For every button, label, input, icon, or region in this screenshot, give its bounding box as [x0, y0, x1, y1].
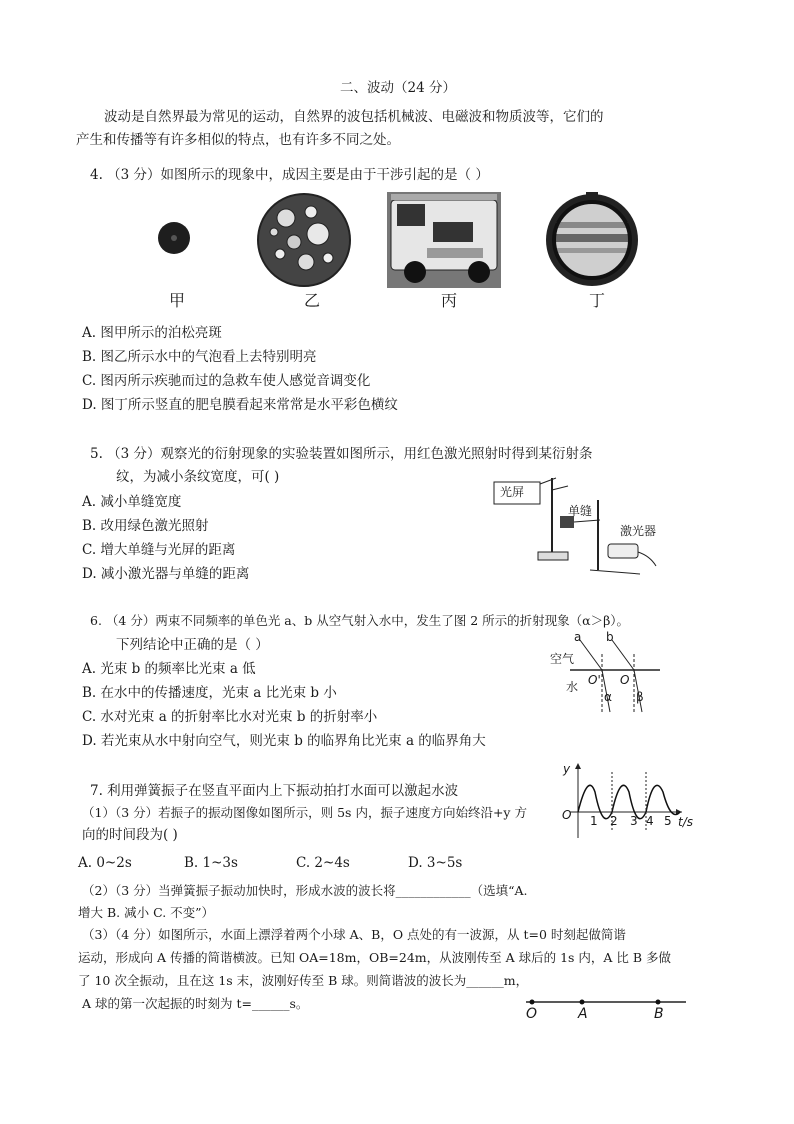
q7-graph-tick-2: 2 [610, 814, 618, 828]
q6-label-o-prime: O' [588, 673, 601, 687]
q6-refraction-figure [546, 632, 662, 718]
q7-part1-option-a: A. 0~2s [78, 855, 132, 871]
q4-option-b: B. 图乙所示水中的气泡看上去特别明亮 [82, 349, 317, 365]
intro-line-2: 产生和传播等有许多相似的特点，也有许多不同之处。 [76, 132, 400, 148]
q6-stem-line-1: 6. （4 分）两束不同频率的单色光 a、b 从空气射入水中，发生了图 2 所示的折射现象（α＞β）。 [90, 613, 630, 628]
q5-option-d: D. 减小激光器与单缝的距离 [82, 566, 250, 582]
q4-label-ding: 丁 [589, 291, 606, 310]
q5-label-screen: 光屏 [500, 485, 525, 499]
q7-part1-line-1: （1）（3 分）若振子的振动图像如图所示，则 5s 内，振子速度方向始终沿+y 方 [82, 805, 527, 820]
q7-line-figure [522, 995, 692, 1011]
q4-figure-bing [387, 192, 501, 288]
q7-part1-option-d: D. 3~5s [408, 855, 463, 871]
q6-label-water: 水 [566, 680, 579, 694]
q7-part1-option-c: C. 2~4s [296, 855, 350, 871]
q7-part3-line-1: （3）（4 分）如图所示，水面上漂浮着两个小球 A、B，O 点处的有一波源，从 t=0 时刻起做简谐 [82, 927, 626, 942]
q4-option-c: C. 图丙所示疾驰而过的急救车使人感觉音调变化 [82, 373, 371, 389]
q6-option-d: D. 若光束从水中射向空气，则光束 b 的临界角比光束 a 的临界角大 [82, 733, 486, 749]
q6-option-c: C. 水对光束 a 的折射率比水对光束 b 的折射率小 [82, 709, 378, 725]
q7-part1-option-b: B. 1~3s [184, 855, 238, 871]
q7-part3-line-3: 了 10 次全振动，且在这 1s 末，波刚好传至 B 球。则简谐波的波长为______m， [78, 973, 529, 988]
q7-part1-line-2: 向的时间段为( ) [82, 827, 178, 843]
q7-part3-line-4: A 球的第一次起振的时刻为 t=______s。 [82, 996, 309, 1011]
q6-label-alpha: α [604, 690, 612, 704]
q5-label-laser: 激光器 [620, 524, 657, 538]
q7-graph-tick-1: 1 [590, 814, 598, 828]
q6-label-b: b [606, 630, 614, 644]
q4-label-yi: 乙 [304, 291, 321, 310]
q7-graph-origin: O [562, 808, 572, 822]
q6-label-air: 空气 [550, 652, 575, 666]
q7-line-label-o: O [526, 1006, 538, 1022]
q5-stem-line-1: 5. （3 分）观察光的衍射现象的实验装置如图所示，用红色激光照射时得到某衍射条 [90, 446, 593, 462]
q4-figure-jia [150, 210, 200, 270]
q7-line-label-b: B [654, 1006, 664, 1022]
q5-option-c: C. 增大单缝与光屏的距离 [82, 542, 236, 558]
q5-label-slit: 单缝 [568, 504, 593, 518]
q7-stem: 7. 利用弹簧振子在竖直平面内上下振动拍打水面可以激起水波 [90, 783, 459, 799]
intro-line-1: 波动是自然界最为常见的运动，自然界的波包括机械波、电磁波和物质波等，它们的 [104, 109, 604, 125]
q7-graph-tick-5: 5 [664, 814, 672, 828]
q7-part2-line-1: （2）（3 分）当弹簧振子振动加快时，形成水波的波长将____________（选填“A. [82, 883, 528, 898]
q7-part2-line-2: 增大 B. 减小 C. 不变”） [78, 905, 215, 920]
q7-graph-tick-3: 3 [630, 814, 638, 828]
q6-label-beta: β [636, 690, 644, 704]
q6-label-a: a [574, 630, 582, 644]
q5-stem-line-2: 纹，为减小条纹宽度，可( ) [116, 469, 280, 485]
q6-stem-line-2: 下列结论中正确的是（ ） [116, 637, 269, 653]
q6-label-o: O [620, 673, 630, 687]
q4-option-a: A. 图甲所示的泊松亮斑 [82, 325, 222, 341]
q7-line-label-a: A [578, 1006, 588, 1022]
q5-option-a: A. 减小单缝宽度 [82, 494, 182, 510]
q4-figure-yi [256, 192, 352, 288]
q7-graph-y-label: y [563, 762, 571, 776]
q7-graph-x-label: t/s [678, 815, 693, 829]
q4-label-bing: 丙 [441, 291, 458, 310]
q6-option-a: A. 光束 b 的频率比光束 a 低 [82, 661, 256, 677]
q4-stem: 4. （3 分）如图所示的现象中，成因主要是由于干涉引起的是（ ） [90, 167, 489, 183]
q6-option-b: B. 在水中的传播速度，光束 a 比光束 b 小 [82, 685, 337, 701]
section-title: 二、波动（24 分） [340, 80, 456, 96]
q7-vibration-graph [558, 762, 698, 842]
q7-graph-tick-4: 4 [646, 814, 654, 828]
q5-option-b: B. 改用绿色激光照射 [82, 518, 209, 534]
q4-label-jia: 甲 [169, 291, 186, 310]
q4-option-d: D. 图丁所示竖直的肥皂膜看起来常常是水平彩色横纹 [82, 397, 398, 413]
q7-part3-line-2: 运动，形成向 A 传播的简谐横波。已知 OA=18m，OB=24m，从波刚传至 A 球后的 1s 内，A 比 B 多做 [78, 950, 672, 965]
q4-figure-ding [544, 192, 640, 288]
